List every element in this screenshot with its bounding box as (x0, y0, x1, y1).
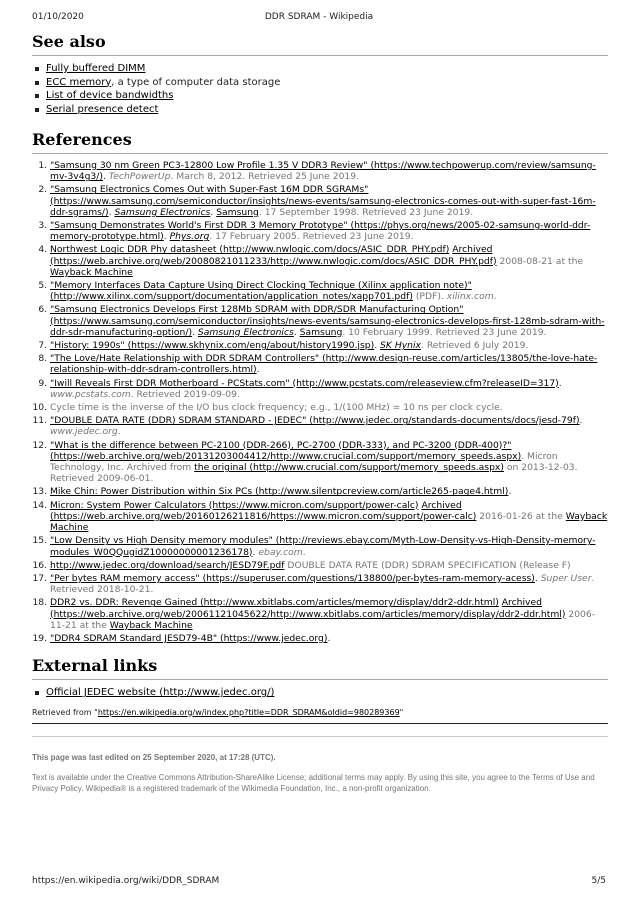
page-url: https://en.wikipedia.org/wiki/DDR_SDRAM (32, 876, 220, 886)
external-links-list (32, 686, 608, 700)
jedec-link[interactable]: Official JEDEC website (http://www.jedec.org/) (46, 687, 275, 699)
wayback-link[interactable]: Wayback Machine (50, 510, 608, 534)
publisher-link[interactable]: Samsung Electronics (114, 206, 211, 218)
reference-link[interactable]: "Samsung Demonstrates World's First DDR 3 Memory Prototype" (https://phys.org/news/2005-02-samsung-world-ddr-memory-prototype.html) (50, 220, 591, 243)
reference-link[interactable]: Mike Chin: Power Distribution within Six PCs (http://www.silentpcreview.com/article265-page4.html) (50, 486, 509, 498)
page-number: 5/5 (591, 876, 606, 886)
references-list (32, 160, 608, 644)
reference-link[interactable]: "What is the difference between PC-2100 (DDR-266), PC-2700 (DDR-333), and PC-3200 (DDR-400)?" (https://web.archive.org/web/20131203004412/http://www.crucial.com/support/memory_speeds.aspx) (50, 439, 522, 462)
reference-item: 17. "Per bytes RAM memory access" (https://superuser.com/questions/138800/per-bytes-ram-memory-acess). Super User. Retrieved 2018-10-21. (50, 573, 608, 595)
reference-link[interactable]: "DDR4 SDRAM Standard JESD79-4B" (https://www.jedec.org) (50, 632, 328, 644)
retrieved-from: Retrieved from "https://en.wikipedia.org/w/index.php?title=DDR_SDRAM&oldid=980289369" (32, 708, 608, 724)
reference-link[interactable]: "Iwill Reveals First DDR Motherboard - PCStats.com" (http://www.pcstats.com/releaseview.cfm?releaseID=317) (50, 377, 559, 389)
license-text: Text is available under the Creative Commons Attribution-ShareAlike License; additional terms may apply. By using this site, you agree to the Terms of Use and Privacy Policy. Wikipedia® is a registered trademark of the Wikimedia Foundation, Inc., a non-profit organization. (32, 772, 595, 793)
reference-item: 19. "DDR4 SDRAM Standard JESD79-4B" (https://www.jedec.org). (50, 633, 608, 644)
see-also-link[interactable]: List of device bandwidths (46, 90, 174, 101)
reference-item: 18. DDR2 vs. DDR: Revenge Gained (http://www.xbitlabs.com/articles/memory/display/ddr2-ddr.html) Archived (https://web.archive.org/web/20061121045622/http://www.xbitlabs.com/articles/memory/display/ddr2-ddr.html) 2006-11-21 at the Wayback Machine (50, 597, 608, 631)
archive-link[interactable]: Archived (https://web.archive.org/web/20160126211816/https://www.micron.com/support/power-calc) (50, 499, 477, 522)
publisher-link[interactable]: Samsung (299, 326, 343, 338)
archive-link[interactable]: Archived (https://web.archive.org/web/20080821011233/http://www.nwlogic.com/docs/ASIC_DDR_PHY.pdf) (50, 244, 497, 267)
list-item (46, 686, 608, 700)
reference-item: 16. http://www.jedec.org/download/search/JESD79F.pdf DOUBLE DATA RATE (DDR) SDRAM SPECIFICATION (Release F) (50, 560, 608, 571)
see-also-link[interactable]: Serial presence detect (46, 103, 159, 115)
archive-link[interactable]: Archived (https://web.archive.org/web/20061121045622/http://www.xbitlabs.com/articles/memory/display/ddr2-ddr.html) (50, 597, 566, 620)
permalink[interactable]: https://en.wikipedia.org/w/index.php?title=DDR_SDRAM&oldid=980289369 (97, 707, 400, 717)
reference-link[interactable]: Micron: System Power Calculators (https://www.micron.com/support/power-calc) (50, 499, 419, 511)
reference-link[interactable]: "Samsung Electronics Develops First 128Mb SDRAM with DDR/SDR Manufacturing Option" (https://www.samsung.com/semiconductor/insights/news-events/samsung-electronics-develops-first-128mb-sdram-with-ddr-sdr-manufacturing-option/) (50, 304, 605, 338)
list-item (46, 103, 608, 117)
reference-item: 5. "Memory Interfaces Data Capture Using Direct Clocking Technique (Xilinx application note)" (http://www.xilinx.com/support/documentation/application_notes/xapp701.pdf) (PDF). xilinx.com. (50, 280, 608, 302)
reference-item: 10. Cycle time is the inverse of the I/O bus clock frequency; e.g., 1/(100 MHz) = 10 ns per clock cycle. (50, 402, 608, 413)
see-also-link[interactable]: Fully buffered DIMM (46, 63, 146, 74)
publisher-link[interactable]: Samsung (216, 206, 259, 218)
list-item: ECC memory, a type of computer data storage (46, 76, 608, 90)
reference-item: 7. "History: 1990s" (https://www.skhynix.com/eng/about/history1990.jsp). SK Hynix. Retrieved 6 July 2019. (50, 340, 608, 351)
reference-link[interactable]: Northwest Logic DDR Phy datasheet (http://www.nwlogic.com/docs/ASIC_DDR_PHY.pdf) (50, 244, 450, 256)
reference-item: 4. Northwest Logic DDR Phy datasheet (http://www.nwlogic.com/docs/ASIC_DDR_PHY.pdf) Archived (https://web.archive.org/web/20080821011233/http://www.nwlogic.com/docs/ASIC_DDR_PHY.pdf) 2008-08-21 at the Wayback Machine (50, 244, 608, 278)
see-also-heading: See also (32, 32, 608, 56)
reference-link[interactable]: DDR2 vs. DDR: Revenge Gained (http://www.xbitlabs.com/articles/memory/display/ddr2-ddr.html) (50, 597, 499, 609)
reference-link[interactable]: "Low Density vs High Density memory modules" (http://reviews.ebay.com/Myth-Low-Density-vs-High-Density-memory-modules_W0QQugidZ10000000001236178) (50, 535, 596, 558)
reference-link[interactable]: "History: 1990s" (https://www.skhynix.com/eng/about/history1990.jsp) (50, 340, 375, 352)
reference-link[interactable]: "Per bytes RAM memory access" (https://superuser.com/questions/138800/per-bytes-ram-memory-acess) (50, 572, 535, 584)
see-also-list (32, 62, 608, 116)
print-date: 01/10/2020 (32, 12, 84, 22)
reference-item: 8. "The Love/Hate Relationship with DDR SDRAM Controllers" (http://www.design-reuse.com/articles/13805/the-love-hate-relationship-with-ddr-sdram-controllers.html). (50, 353, 608, 375)
reference-item: 12. "What is the difference between PC-2100 (DDR-266), PC-2700 (DDR-333), and PC-3200 (DDR-400)?" (https://web.archive.org/web/20131203004412/http://www.crucial.com/support/memory_speeds.aspx). Micron Technology, Inc. Archived from the original (http://www.crucial.com/support/memory_speeds.aspx) on 2013-12-03. Retrieved 2009-06-01. (50, 440, 608, 485)
reference-link[interactable]: "Samsung Electronics Comes Out with Super-Fast 16M DDR SGRAMs" (https://www.samsung.com/semiconductor/insights/news-events/samsung-electronics-comes-out-with-super-fast-16m-ddr-sgrams/) (50, 184, 596, 218)
reference-link[interactable]: "Samsung 30 nm Green PC3-12800 Low Profile 1.35 V DDR3 Review" (https://www.techpowerup.com/review/samsung-mv-3v4g3/) (50, 160, 596, 183)
publisher-link[interactable]: Phys.org (169, 231, 210, 243)
article-body (32, 32, 608, 794)
original-link[interactable]: the original (http://www.crucial.com/support/memory_speeds.aspx) (194, 462, 504, 474)
reference-link[interactable]: "The Love/Hate Relationship with DDR SDRAM Controllers" (http://www.design-reuse.com/articles/13805/the-love-hate-relationship-with-ddr-sdram-controllers.html) (50, 353, 598, 376)
external-links-heading: External links (32, 656, 608, 680)
reference-link[interactable]: http://www.jedec.org/download/search/JESD79F.pdf (50, 559, 285, 571)
reference-item: 14. Micron: System Power Calculators (https://www.micron.com/support/power-calc) Archived (https://web.archive.org/web/20160126211816/https://www.micron.com/support/power-calc) 2016-01-26 at the Wayback Machine (50, 500, 608, 534)
wayback-link[interactable]: Wayback Machine (50, 266, 133, 278)
wayback-link[interactable]: Wayback Machine (109, 619, 193, 631)
reference-link[interactable]: "Memory Interfaces Data Capture Using Direct Clocking Technique (Xilinx application note)" (http://www.xilinx.com/support/documentation/application_notes/xapp701.pdf) (50, 280, 472, 303)
list-item (46, 89, 608, 103)
publisher-link[interactable]: SK Hynix (380, 340, 421, 352)
reference-item: 13. Mike Chin: Power Distribution within Six PCs (http://www.silentpcreview.com/article265-page4.html). (50, 486, 608, 497)
reference-item: 2. "Samsung Electronics Comes Out with Super-Fast 16M DDR SGRAMs" (https://www.samsung.com/semiconductor/insights/news-events/samsung-electronics-comes-out-with-super-fast-16m-ddr-sgrams/). Samsung Electronics. Samsung. 17 September 1998. Retrieved 23 June 2019. (50, 184, 608, 218)
reference-item: 9. "Iwill Reveals First DDR Motherboard - PCStats.com" (http://www.pcstats.com/releaseview.cfm?releaseID=317). www.pcstats.com. Retrieved 2019-09-09. (50, 378, 608, 400)
divider (32, 736, 608, 737)
reference-item: 6. "Samsung Electronics Develops First 128Mb SDRAM with DDR/SDR Manufacturing Option" (https://www.samsung.com/semiconductor/insights/news-events/samsung-electronics-develops-first-128mb-sdram-with-ddr-sdr-manufacturing-option/). Samsung Electronics. Samsung. 10 February 1999. Retrieved 23 June 2019. (50, 304, 608, 338)
reference-item: 15. "Low Density vs High Density memory modules" (http://reviews.ebay.com/Myth-Low-Density-vs-High-Density-memory-modules_W0QQugidZ10000000001236178). ebay.com. (50, 535, 608, 557)
reference-item: 1. "Samsung 30 nm Green PC3-12800 Low Profile 1.35 V DDR3 Review" (https://www.techpowerup.com/review/samsung-mv-3v4g3/). TechPowerUp. March 8, 2012. Retrieved 25 June 2019. (50, 160, 608, 182)
see-also-link[interactable]: ECC memory (46, 76, 112, 88)
list-item (46, 62, 608, 76)
publisher-link[interactable]: Samsung Electronics (197, 326, 294, 338)
reference-link[interactable]: "DOUBLE DATA RATE (DDR) SDRAM STANDARD - JEDEC" (http://www.jedec.org/standards-documents/docs/jesd-79f) (50, 415, 580, 427)
print-title: DDR SDRAM - Wikipedia (264, 12, 374, 22)
reference-item: 11. "DOUBLE DATA RATE (DDR) SDRAM STANDARD - JEDEC" (http://www.jedec.org/standards-documents/docs/jesd-79f). www.jedec.org. (50, 415, 608, 437)
reference-item: 3. "Samsung Demonstrates World's First DDR 3 Memory Prototype" (https://phys.org/news/2005-02-samsung-world-ddr-memory-prototype.html). Phys.org. 17 February 2005. Retrieved 23 June 2019. (50, 220, 608, 242)
last-edited: This page was last edited on 25 September 2020, at 17:28 (UTC). (32, 752, 276, 762)
references-heading: References (32, 130, 608, 154)
